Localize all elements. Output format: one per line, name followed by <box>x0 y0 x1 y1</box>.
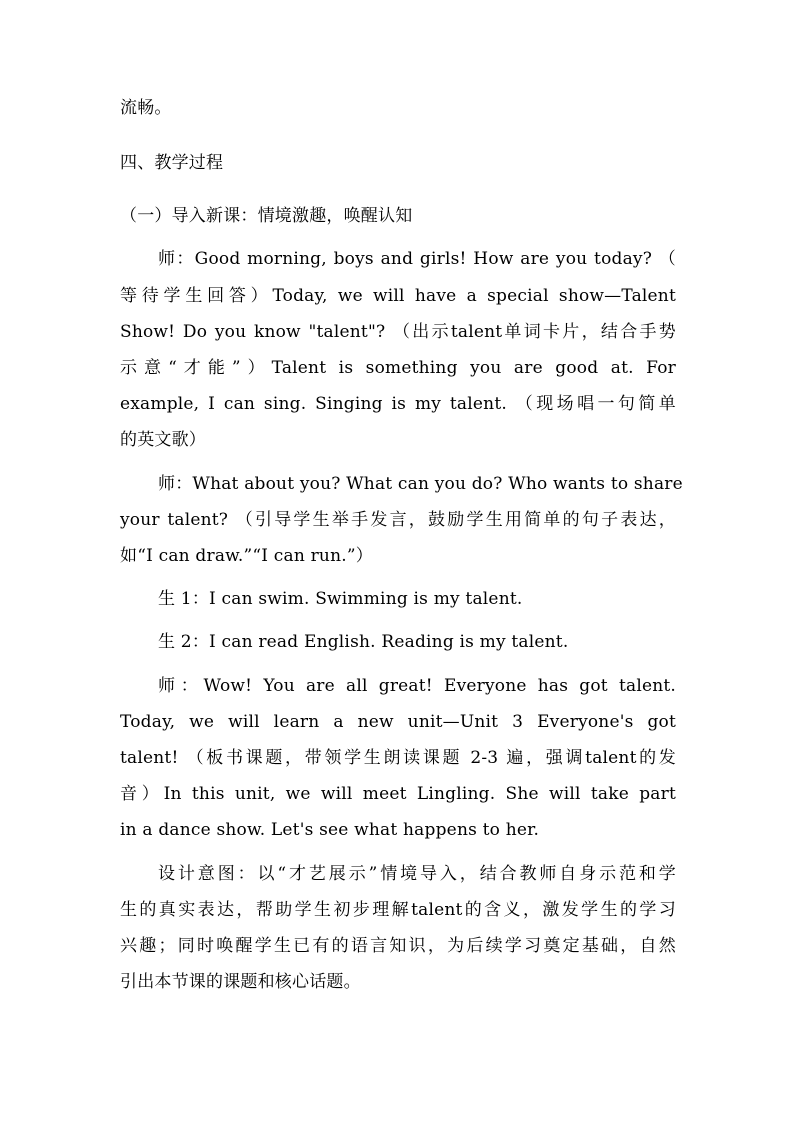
paragraph-line: talent! （板书课题，带领学生朗读课题 2-3 遍，强调talent的发 <box>120 748 676 768</box>
design-intent-line: 引出本节课的课题和核心话题。 <box>120 972 361 992</box>
design-intent-line: 设计意图：以“才艺展示”情境导入，结合教师自身示范和学 <box>158 864 676 884</box>
paragraph-line: 师：Good morning, boys and girls! How are you today? （ <box>158 249 676 269</box>
paragraph-line: 师：Wow! You are all great! Everyone has got talent. <box>158 676 676 696</box>
paragraph-line: Today, we will learn a new unit—Unit 3 Everyone's got <box>120 712 676 732</box>
paragraph-line: in a dance show. Let's see what happens to her. <box>120 820 540 840</box>
student-response-line: 生 1：I can swim. Swimming is my talent. <box>158 589 523 609</box>
design-intent-line: 兴趣；同时唤醒学生已有的语言知识，为后续学习奠定基础，自然 <box>120 936 676 956</box>
text-line-continuation: 流畅。 <box>120 98 172 118</box>
paragraph-line: your talent? （引导学生举手发言，鼓励学生用简单的句子表达， <box>120 510 676 530</box>
paragraph-line: 的英文歌） <box>120 430 206 450</box>
paragraph-line: 等待学生回答）Today, we will have a special show—Talent <box>120 286 676 306</box>
paragraph-line: 师：What about you? What can you do? Who wants to share <box>158 474 683 494</box>
paragraph-line: Show! Do you know "talent"? （出示talent单词卡片，结合手势 <box>120 322 676 342</box>
paragraph-line: 如“I can draw.”“I can run.”） <box>120 546 373 566</box>
subsection-heading-introduction: （一）导入新课：情境激趣，唤醒认知 <box>120 206 413 226</box>
design-intent-line: 生的真实表达，帮助学生初步理解talent的含义，激发学生的学习 <box>120 900 676 920</box>
paragraph-line: 示意“才能”）Talent is something you are good at. For <box>120 358 676 378</box>
paragraph-line: 音）In this unit, we will meet Lingling. She will take part <box>120 784 676 804</box>
paragraph-line: example, I can sing. Singing is my talent. （现场唱一句简单 <box>120 394 676 414</box>
student-response-line: 生 2：I can read English. Reading is my talent. <box>158 632 569 652</box>
section-heading-teaching-process: 四、教学过程 <box>120 153 224 173</box>
